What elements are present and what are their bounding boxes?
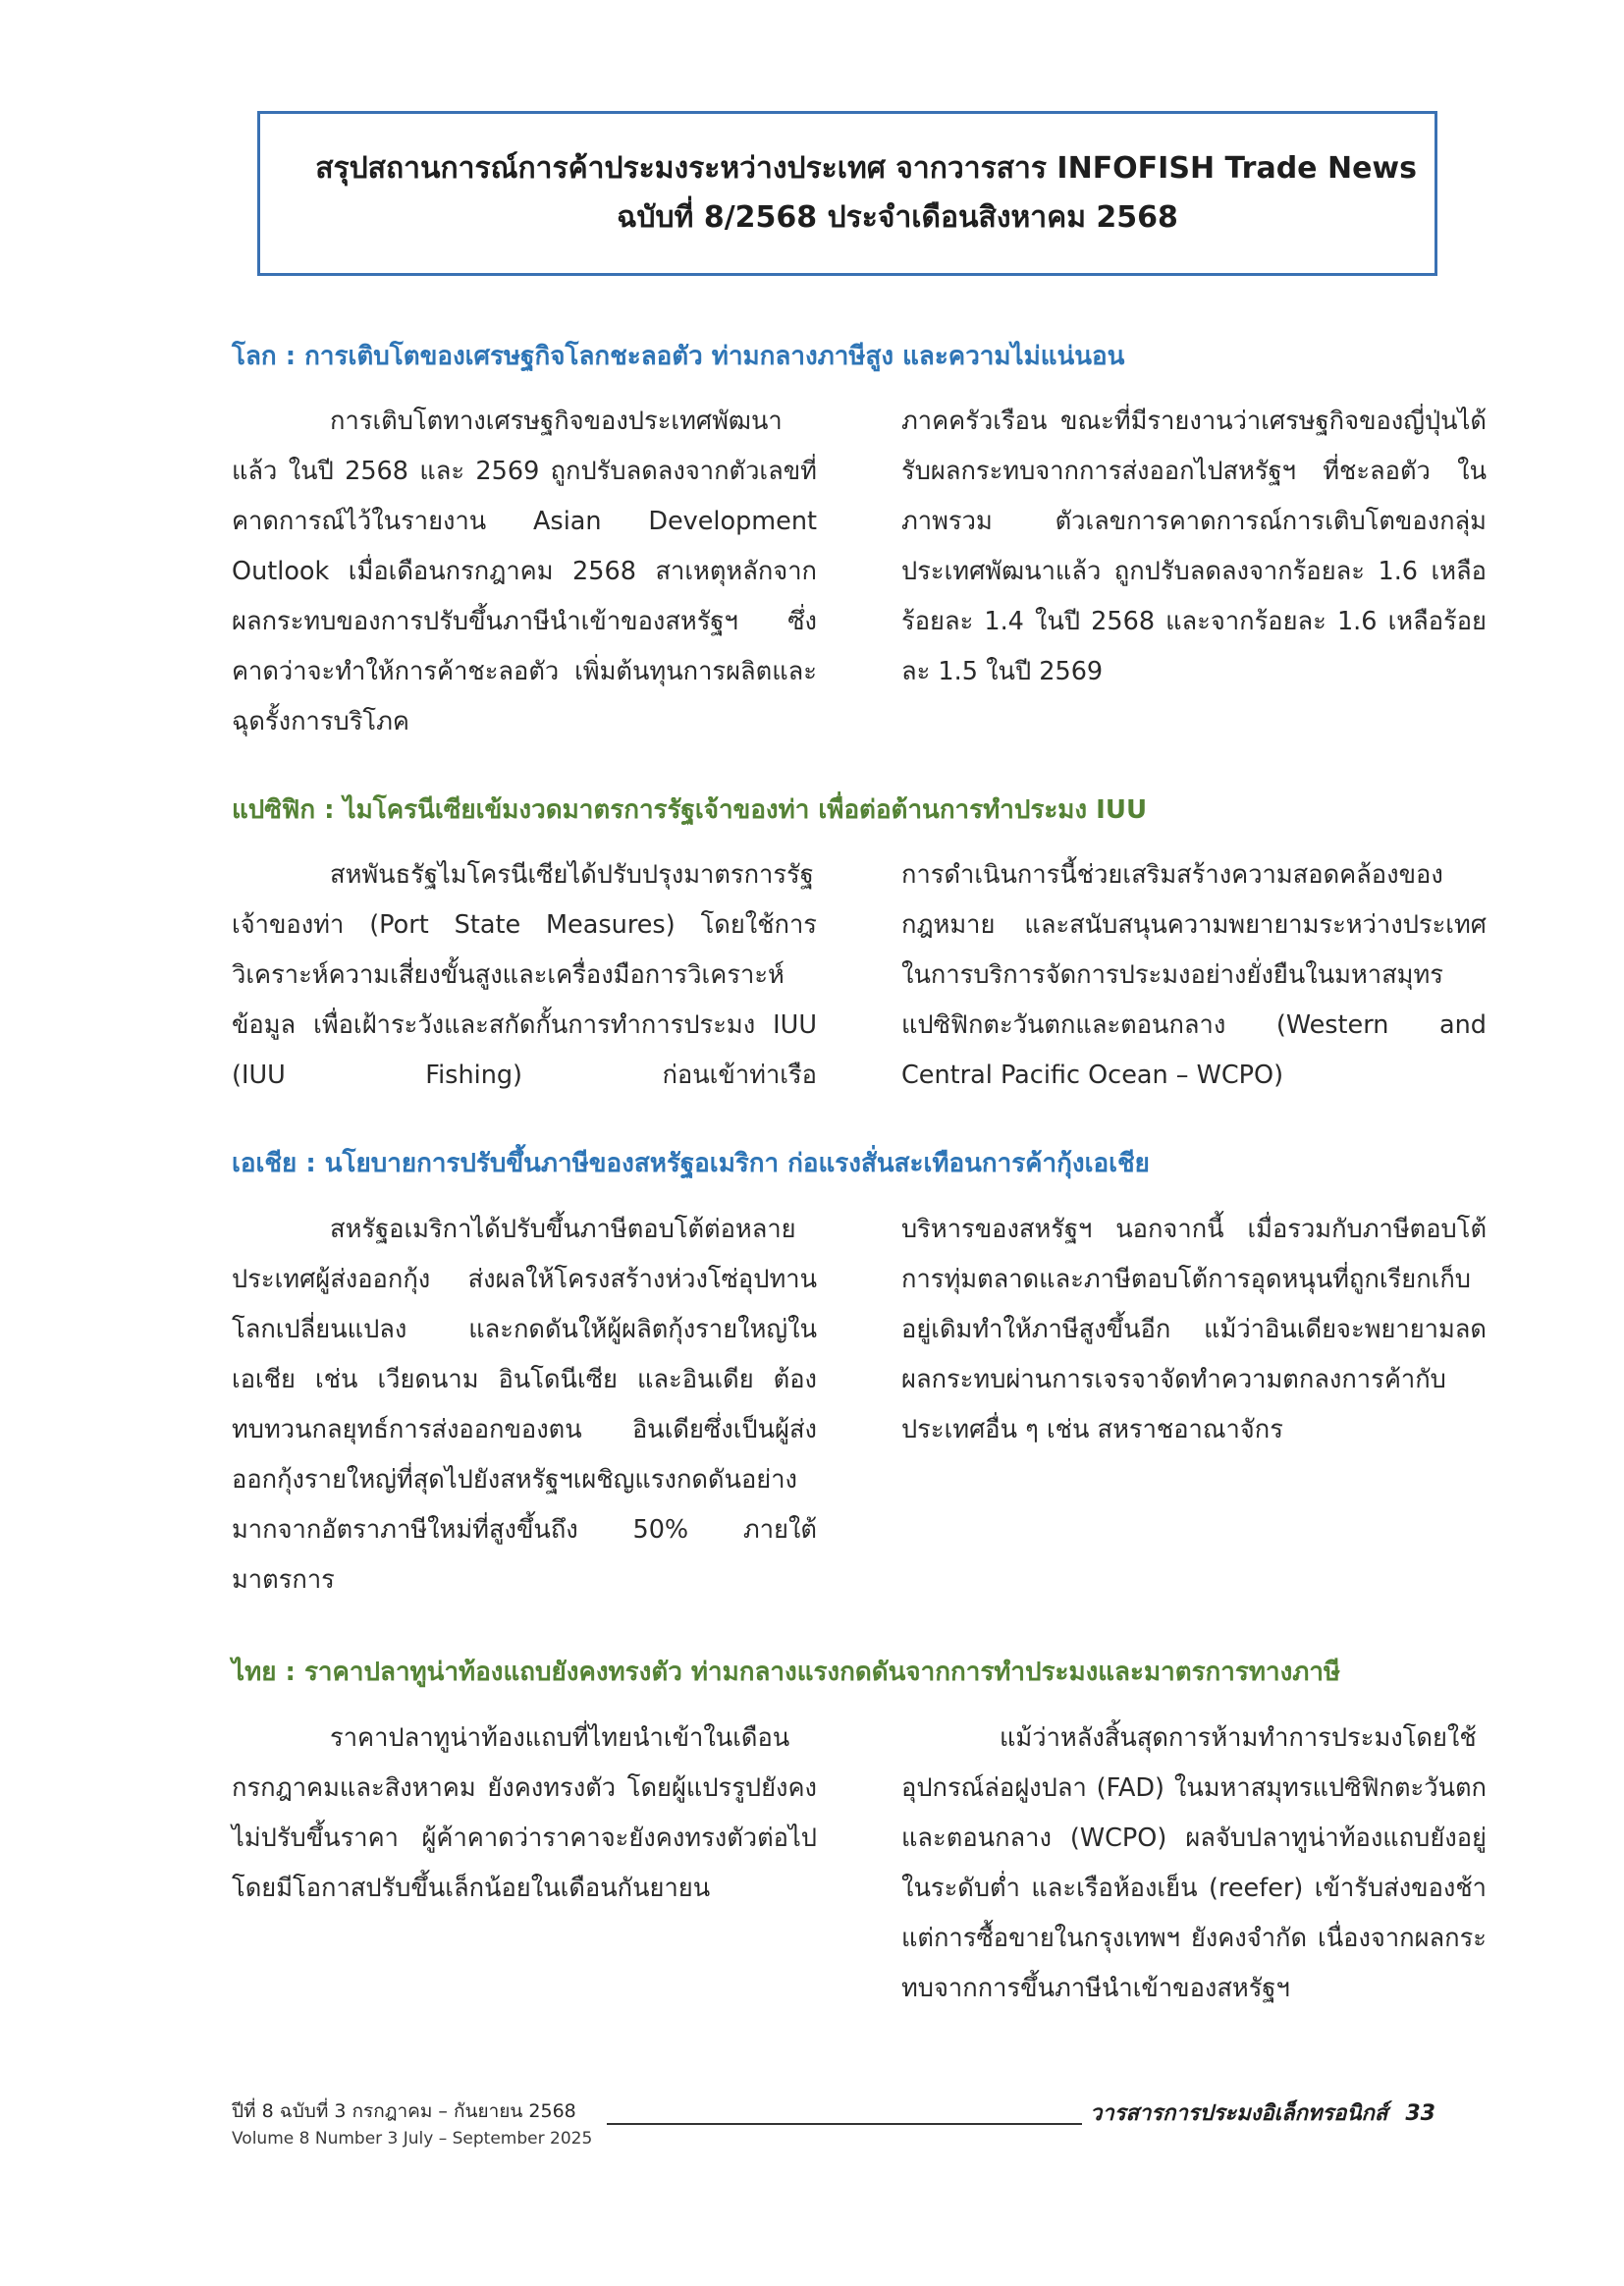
footer-issue-english: Volume 8 Number 3 July – September 2025 bbox=[232, 2129, 593, 2149]
section-heading-pacific: แปซิฟิก : ไมโครนีเซียเข้มงวดมาตรการรัฐเจ้าของท่า เพื่อต่อต้านการทำประมง IUU bbox=[232, 795, 1148, 825]
section-asia-right-text: บริหารของสหรัฐฯ นอกจากนี้ เมื่อรวมกับภาษีตอบโต้การทุ่มตลาดและภาษีตอบโต้การอุดหนุนที่ถูกเรียกเก็บอยู่เดิมทำให้ภาษีสูงขึ้นอีก แม้ว่าอินเดียจะพยายามลดผลกระทบผ่านการเจรจาจัดทำความตกลงการค้ากับประเทศอื่น ๆ เช่น สหราชอาณาจักร bbox=[901, 1215, 1487, 1444]
section-pacific-left-body: สหพันธรัฐไมโครนีเซียได้ปรับปรุงมาตรการรัฐเจ้าของท่า (Port State Measures) โดยใช้การวิเคราะห์ความเสี่ยงขั้นสูงและเครื่องมือการวิเคราะห์ข้อมูล เพื่อเฝ้าระวังและสกัดกั้นการทำการประมง IUU (IUU Fishing) ก่อนเข้าท่าเรือ bbox=[232, 860, 817, 1090]
footer-journal bbox=[1090, 2096, 1435, 2130]
title-box bbox=[257, 111, 1437, 276]
section-world-left-body: การเติบโตทางเศรษฐกิจของประเทศพัฒนาแล้ว ในปี 2568 และ 2569 ถูกปรับลดลงจากตัวเลขที่คาดการณ์ไว้ในรายงาน Asian Development Outlook เมื่อเดือนกรกฎาคม 2568 สาเหตุหลักจากผลกระทบของการปรับขึ้นภาษีนำเข้าของสหรัฐฯ ซึ่งคาดว่าจะทำให้การค้าชะลอตัว เพิ่มต้นทุนการผลิตและฉุดรั้งการบริโภค bbox=[232, 407, 817, 736]
footer-issue-thai: ปีที่ 8 ฉบับที่ 3 กรกฎาคม – กันยายน 2568 bbox=[232, 2100, 576, 2122]
section-world-right-text: ภาคครัวเรือน ขณะที่มีรายงานว่าเศรษฐกิจของญี่ปุ่นได้รับผลกระทบจากการส่งออกไปสหรัฐฯ ที่ชะลอตัว ในภาพรวม ตัวเลขการคาดการณ์การเติบโตของกลุ่มประเทศพัฒนาแล้ว ถูกปรับลดลงจากร้อยละ 1.6 เหลือร้อยละ 1.4 ในปี 2568 และจากร้อยละ 1.6 เหลือร้อยละ 1.5 ในปี 2569 bbox=[901, 407, 1487, 686]
footer-rule bbox=[607, 2123, 1082, 2125]
section-thai-right-body: แม้ว่าหลังสิ้นสุดการห้ามทำการประมงโดยใช้อุปกรณ์ล่อฝูงปลา (FAD) ในมหาสมุทรแปซิฟิกตะวันตกและตอนกลาง (WCPO) ผลจับปลาทูน่าท้องแถบยังอยู่ในระดับต่ำ และเรือห้องเย็น (reefer) เข้ารับส่งของช้าแต่การซื้อขายในกรุงเทพฯ ยังคงจำกัด เนื่องจากผลกระทบจากการขึ้นภาษีนำเข้าของสหรัฐฯ bbox=[901, 1723, 1487, 2003]
section-pacific-left-text bbox=[232, 850, 817, 1101]
section-world-left-text bbox=[232, 397, 817, 747]
footer-journal-name: วารสารการประมงอิเล็กทรอนิกส์ bbox=[1090, 2101, 1388, 2126]
document-subtitle: ฉบับที่ 8/2568 ประจำเดือนสิงหาคม 2568 bbox=[617, 200, 1178, 235]
page-number: 33 bbox=[1405, 2101, 1435, 2126]
section-thai-left-text bbox=[232, 1714, 817, 1914]
section-heading-world: โลก : การเติบโตของเศรษฐกิจโลกชะลอตัว ท่ามกลางภาษีสูง และความไม่แน่นอน bbox=[232, 342, 1125, 371]
document-title: สรุปสถานการณ์การค้าประมงระหว่างประเทศ จากวารสาร INFOFISH Trade News bbox=[315, 151, 1417, 186]
section-asia-left-text bbox=[232, 1205, 817, 1606]
section-heading-asia: เอเชีย : นโยบายการปรับขึ้นภาษีของสหรัฐอเมริกา ก่อแรงสั่นสะเทือนการค้ากุ้งเอเชีย bbox=[232, 1149, 1150, 1178]
section-thai-left-body: ราคาปลาทูน่าท้องแถบที่ไทยนำเข้าในเดือนกรกฎาคมและสิงหาคม ยังคงทรงตัว โดยผู้แปรรูปยังคงไม่ปรับขึ้นราคา ผู้ค้าคาดว่าราคาจะยังคงทรงตัวต่อไป โดยมีโอกาสปรับขึ้นเล็กน้อยในเดือนกันยายน bbox=[232, 1723, 817, 1903]
section-heading-thai: ไทย : ราคาปลาทูน่าท้องแถบยังคงทรงตัว ท่ามกลางแรงกดดันจากการทำประมงและมาตรการทางภาษี bbox=[232, 1658, 1341, 1687]
section-pacific-right-text: การดำเนินการนี้ช่วยเสริมสร้างความสอดคล้องของกฎหมาย และสนับสนุนความพยายามระหว่างประเทศในการบริการจัดการประมงอย่างยั่งยืนในมหาสมุทรแปซิฟิกตะวันตกและตอนกลาง (Western and Central Pacific Ocean – WCPO) bbox=[901, 860, 1487, 1090]
section-thai-right-text bbox=[901, 1714, 1487, 2014]
section-asia-left-body: สหรัฐอเมริกาได้ปรับขึ้นภาษีตอบโต้ต่อหลายประเทศผู้ส่งออกกุ้ง ส่งผลให้โครงสร้างห่วงโซ่อุปทานโลกเปลี่ยนแปลง และกดดันให้ผู้ผลิตกุ้งรายใหญ่ในเอเชีย เช่น เวียดนาม อินโดนีเซีย และอินเดีย ต้องทบทวนกลยุทธ์การส่งออกของตน อินเดียซึ่งเป็นผู้ส่งออกกุ้งรายใหญ่ที่สุดไปยังสหรัฐฯเผชิญแรงกดดันอย่างมากจากอัตราภาษีใหม่ที่สูงขึ้นถึง 50% ภายใต้มาตรการ bbox=[232, 1215, 817, 1595]
